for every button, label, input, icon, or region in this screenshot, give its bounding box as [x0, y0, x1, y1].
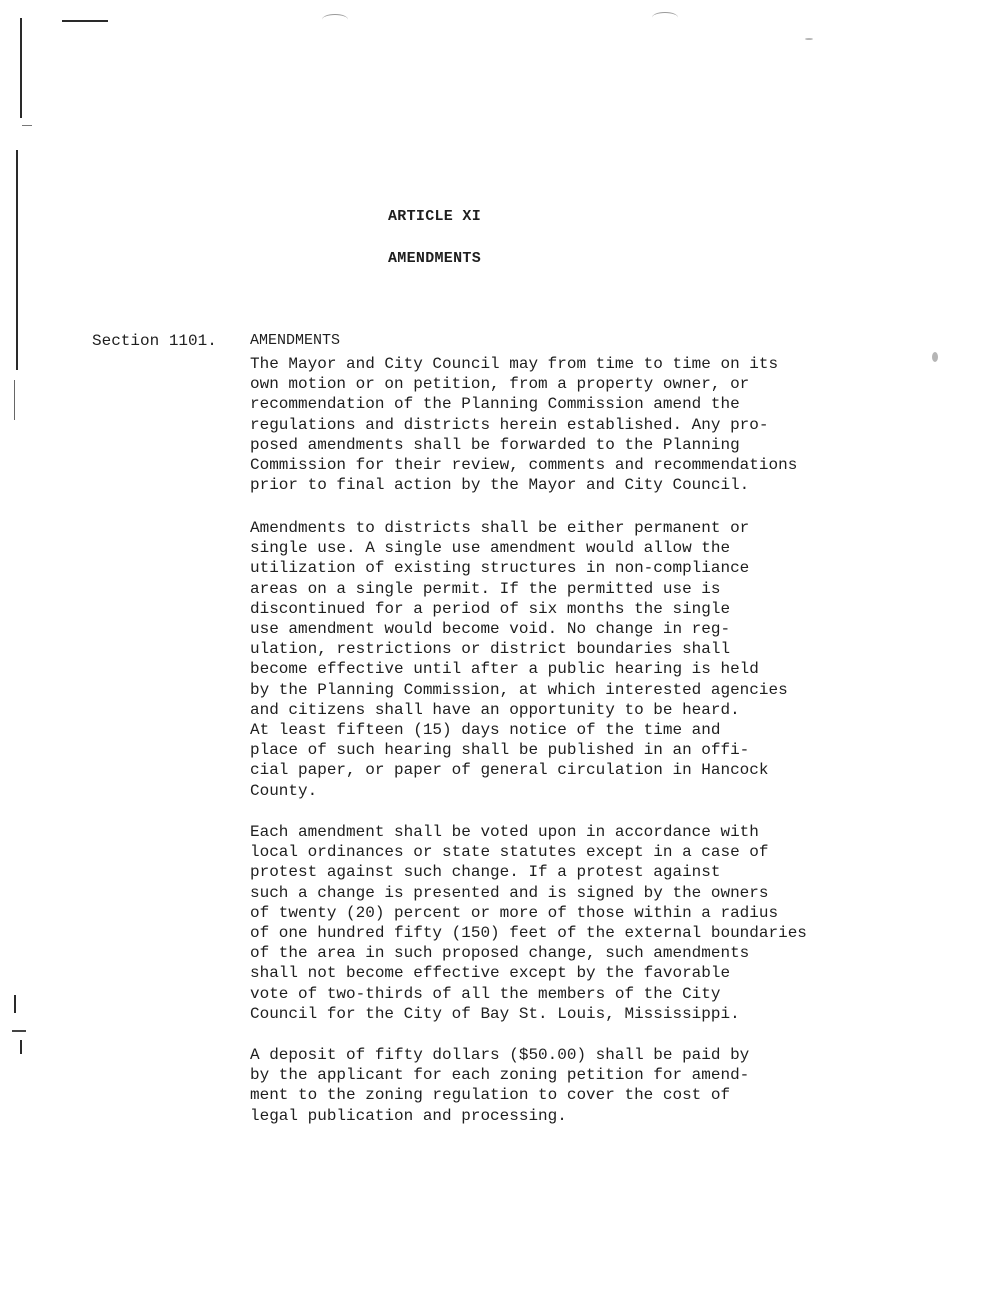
scan-artifact-top-rule — [62, 20, 108, 22]
section-paragraph: The Mayor and City Council may from time to time on its own motion or on petition, from a property owner, or recommendation of the Planning Commission amend the regulations and districts herein established. Any pro- posed amendments shall be forwarded to the Planning Commission for their review, comments and recommendations prior to final action by the Mayor and City Council. — [250, 355, 798, 495]
scan-speck — [805, 38, 813, 40]
scan-artifact-tick — [22, 125, 32, 126]
scan-artifact-tick — [14, 995, 16, 1013]
article-title: ARTICLE XI — [388, 208, 482, 225]
section-paragraph: A deposit of fifty dollars ($50.00) shall be paid by by the applicant for each zoning petition for amend- ment to the zoning regulation to cover the cost of legal publication and processing. — [250, 1046, 750, 1125]
scan-artifact-tick — [12, 1030, 26, 1032]
scan-speck — [932, 352, 938, 362]
article-subtitle: AMENDMENTS — [388, 250, 482, 267]
scan-artifact-tick — [20, 1040, 22, 1054]
section-number: Section 1101. — [92, 332, 217, 350]
section-paragraph: Amendments to districts shall be either permanent or single use. A single use amendment would allow the utilization of existing structures in non-compliance areas on a single permit. If the permitted use is discontinued for a period of six months the single use amendment would become void. No change in reg- ulation, restrictions or district boundaries shall become effective until after a public hearing is held by the Planning Commission, at which interested agencies and citizens shall have an opportunity to be heard. At least fifteen (15) days notice of the time and place of such hearing shall be published in an offi- cial paper, or paper of general circulation in Hancock County. — [250, 519, 788, 800]
scan-artifact-left-edge — [16, 150, 18, 370]
punch-hole-mark — [322, 14, 348, 25]
punch-hole-mark — [652, 12, 678, 23]
section-paragraph: Each amendment shall be voted upon in accordance with local ordinances or state statutes except in a case of protest against such change. If a protest against such a change is presented and is signed by the owners of twenty (20) percent or more of those within a radius of one hundred fifty (150) feet of the external boundaries of the area in such proposed change, such amendments shall not become effective except by the favorable vote of two-thirds of all the members of the City Council for the City of Bay St. Louis, Mississippi. — [250, 823, 807, 1023]
section-heading: AMENDMENTS — [250, 332, 341, 349]
scan-artifact-left-edge — [20, 18, 22, 118]
scan-artifact-left-edge — [14, 380, 15, 420]
